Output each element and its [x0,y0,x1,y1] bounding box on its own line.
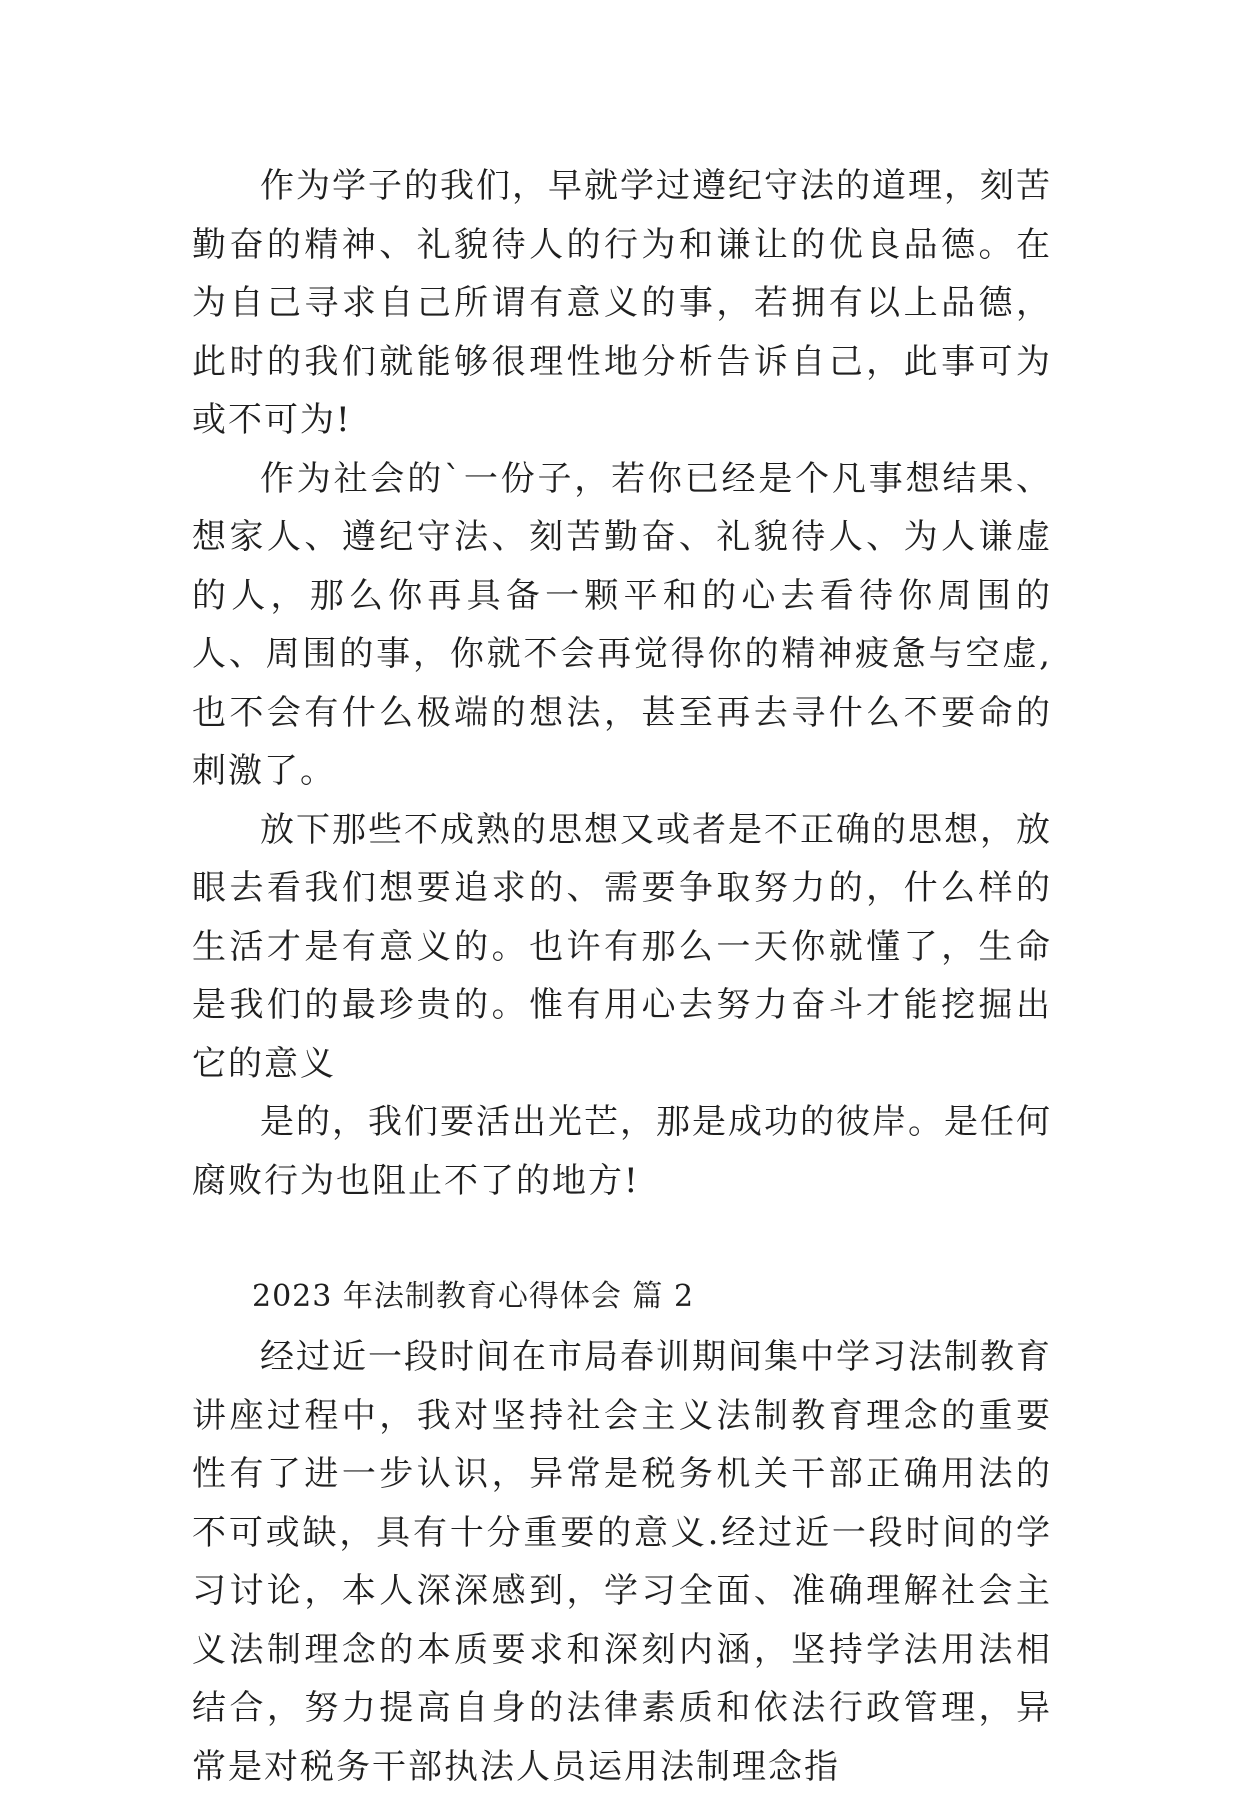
paragraph-let-go-immature-thoughts: 放下那些不成熟的思想又或者是不正确的思想，放眼去看我们想要追求的、需要争取努力的，什么样的生活才是有意义的。也许有那么一天你就懂了，生命是我们的最珍贵的。惟有用心去努力奋斗才能挖掘出它的意义 [192,809,1052,1084]
document-page [192,157,1052,1796]
section-heading: 2023 年法制教育心得体会 篇 2 [252,1279,695,1314]
paragraph-students-virtues: 作为学子的我们，早就学过遵纪守法的道理，刻苦勤奋的精神、礼貌待人的行为和谦让的优良品德。在为自己寻求自己所谓有意义的事，若拥有以上品德，此时的我们就能够很理性地分析告诉自己，此事可为或不可为! [192,166,1052,440]
paragraph-society-member: 作为社会的`一份子，若你已经是个凡事想结果、想家人、遵纪守法、刻苦勤奋、礼貌待人、为人谦虚的人，那么你再具备一颗平和的心去看待你周围的人、周围的事，你就不会再觉得你的精神疲惫与空虚,也不会有什么极端的想法，甚至再去寻什么不要命的刺激了。 [192,458,1052,791]
paragraph-live-out-light: 是的，我们要活出光芒，那是成功的彼岸。是任何腐败行为也阻止不了的地方! [192,1102,1052,1201]
section-spacer [192,1210,1052,1266]
paragraph-legal-education-study: 经过近一段时间在市局春训期间集中学习法制教育讲座过程中，我对坚持社会主义法制教育理念的重要性有了进一步认识，异常是税务机关干部正确用法的不可或缺，具有十分重要的意义.经过近一段时间的学习讨论，本人深深感到，学习全面、准确理解社会主义法制理念的本质要求和深刻内涵，坚持学法用法相结合，努力提高自身的法律素质和依法行政管理，异常是对税务干部执法人员运用法制理念指 [192,1337,1052,1787]
